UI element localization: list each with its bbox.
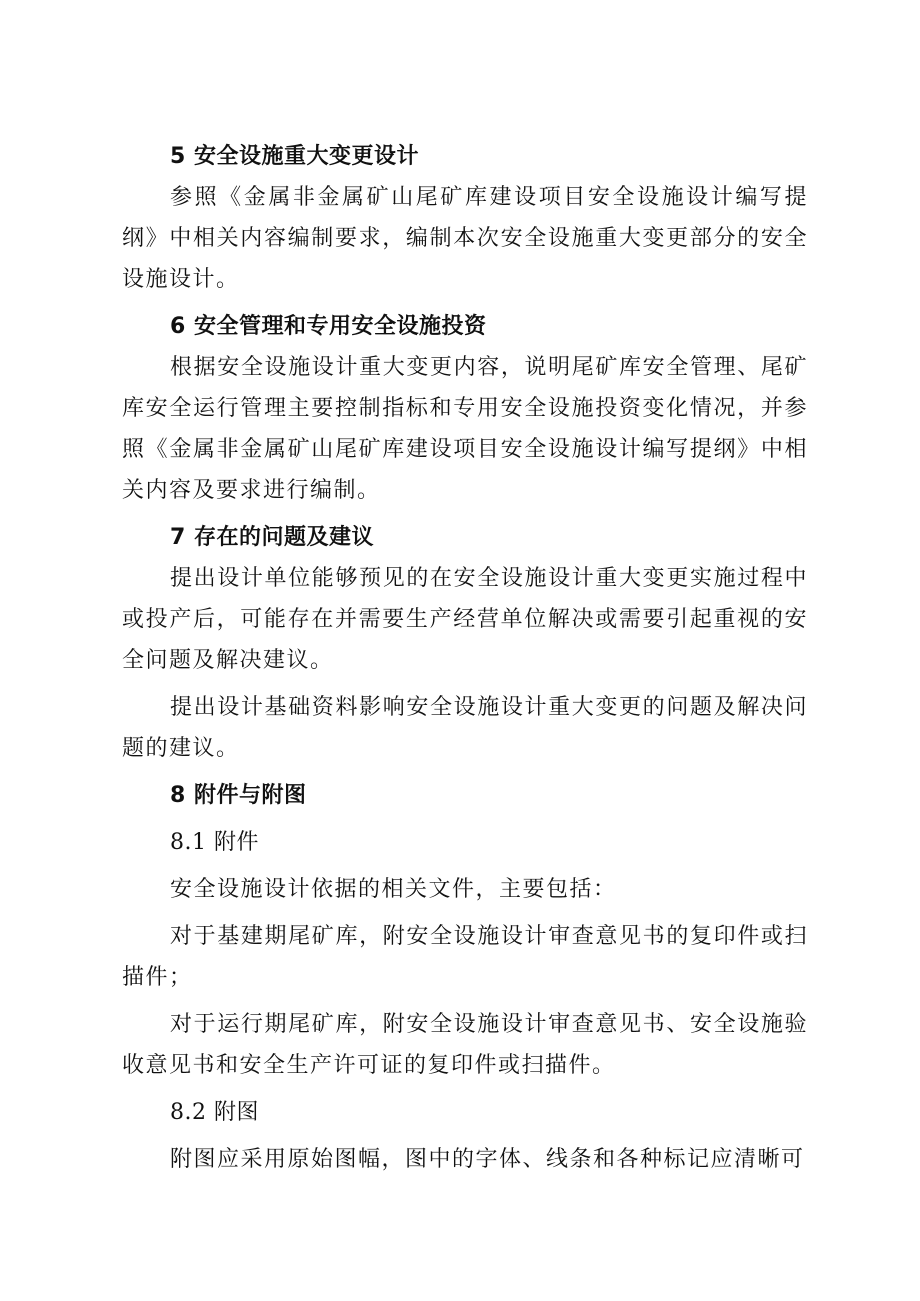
- section-7-paragraph-1: 提出设计单位能够预见的在安全设施设计重大变更实施过程中或投产后，可能存在并需要生产经营单位解决或需要引起重视的安全问题及解决建议。: [122, 566, 808, 673]
- section-7-paragraph-2: 提出设计基础资料影响安全设施设计重大变更的问题及解决问题的建议。: [122, 695, 808, 761]
- section-8-2-heading: 8.2 附图: [170, 1100, 259, 1125]
- section-8-2-paragraph: 附图应采用原始图幅，图中的字体、线条和各种标记应清晰可: [170, 1147, 805, 1172]
- section-5-paragraph: 参照《金属非金属矿山尾矿库建设项目安全设施设计编写提纲》中相关内容编制要求，编制本次安全设施重大变更部分的安全设施设计。: [122, 185, 808, 292]
- section-7-heading: 7 存在的问题及建议: [170, 525, 374, 550]
- section-6-heading: 6 安全管理和专用安全设施投资: [170, 314, 487, 339]
- section-6-paragraph: 根据安全设施设计重大变更内容，说明尾矿库安全管理、尾矿库安全运行管理主要控制指标和专用安全设施投资变化情况，并参照《金属非金属矿山尾矿库建设项目安全设施设计编写提纲》中相关内容及要求进行编制。: [122, 355, 808, 503]
- section-8-1-paragraph-1: 安全设施设计依据的相关文件，主要包括：: [170, 877, 617, 902]
- section-5-heading: 5 安全设施重大变更设计: [170, 144, 419, 169]
- section-8-1-paragraph-3: 对于运行期尾矿库，附安全设施设计审查意见书、安全设施验收意见书和安全生产许可证的复印件或扫描件。: [122, 1012, 808, 1078]
- section-8-1-heading: 8.1 附件: [170, 830, 259, 855]
- document-page: [122, 136, 808, 1180]
- section-8-1-paragraph-2: 对于基建期尾矿库，附安全设施设计审查意见书的复印件或扫描件；: [122, 924, 808, 990]
- section-8-heading: 8 附件与附图: [170, 783, 307, 808]
